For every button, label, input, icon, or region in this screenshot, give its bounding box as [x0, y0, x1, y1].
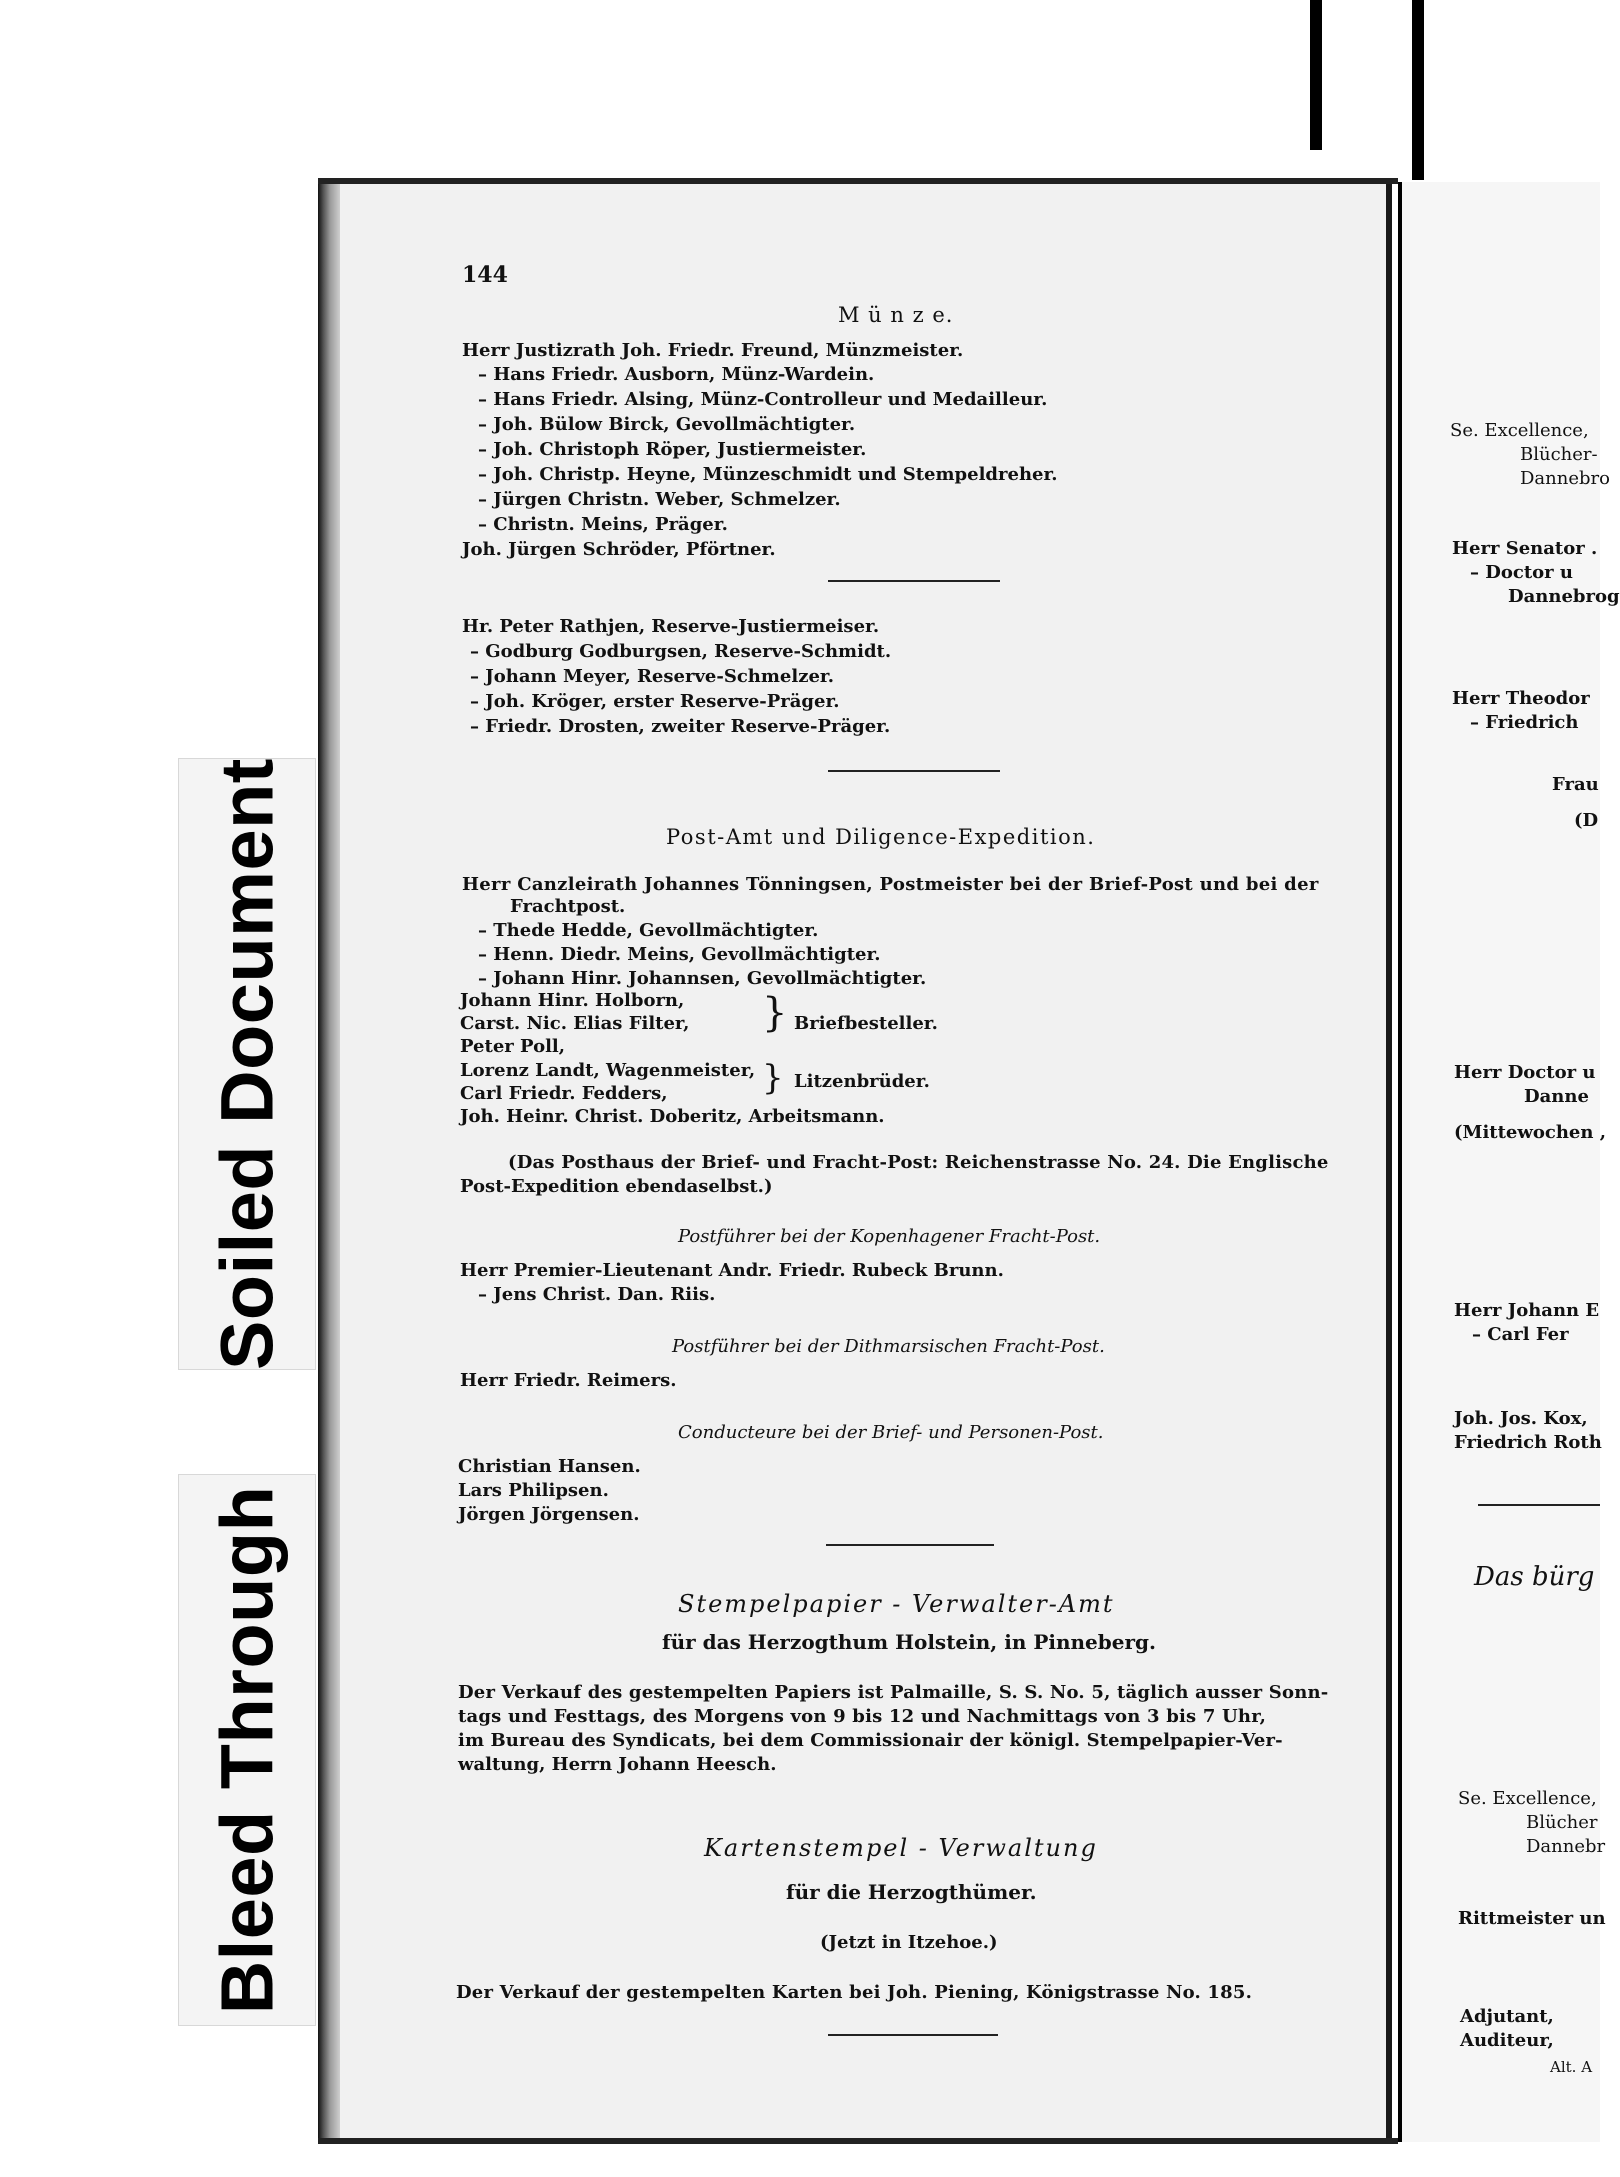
- section-divider: [1478, 1504, 1600, 1506]
- right-line: Danne: [1524, 1086, 1589, 1107]
- stempel-line: Der Verkauf des gestempelten Papiers ist Palmaille, S. S. No. 5, täglich ausser Sonn-: [458, 1682, 1329, 1703]
- right-line: (D: [1574, 810, 1599, 831]
- right-line: Se. Excellence,: [1450, 420, 1589, 441]
- karten-note: (Jetzt in Itzehoe.): [820, 1932, 998, 1953]
- right-line: Adjutant,: [1460, 2006, 1554, 2027]
- right-line: – Carl Fer: [1472, 1324, 1569, 1345]
- bleed-through-tab: [178, 1474, 316, 2026]
- section-divider: [826, 1544, 994, 1546]
- right-line: Frau: [1552, 774, 1599, 795]
- subheading-conducteure: Conducteure bei der Brief- und Personen-Post.: [678, 1422, 1104, 1443]
- brace: }: [762, 990, 788, 1036]
- briefbesteller-name: Johann Hinr. Holborn,: [460, 990, 685, 1011]
- briefbesteller-label: Briefbesteller.: [794, 1013, 938, 1034]
- stempel-line: waltung, Herrn Johann Heesch.: [458, 1754, 777, 1775]
- facing-page: [1400, 182, 1620, 2142]
- right-line: Blücher-: [1520, 444, 1598, 465]
- karten-line: Der Verkauf der gestempelten Karten bei Joh. Piening, Königstrasse No. 185.: [456, 1982, 1253, 2003]
- post-line: Herr Canzleirath Johannes Tönningsen, Postmeister bei der Brief-Post und bei der: [462, 874, 1319, 895]
- right-line: Herr Senator .: [1452, 538, 1598, 559]
- post-line: – Thede Hedde, Gevollmächtigter.: [478, 920, 819, 941]
- reserve-line: – Joh. Kröger, erster Reserve-Präger.: [470, 691, 840, 712]
- muenze-line: – Hans Friedr. Ausborn, Münz-Wardein.: [478, 364, 875, 385]
- subheading-kopenhagen: Postführer bei der Kopenhagener Fracht-Post.: [678, 1226, 1101, 1247]
- reserve-line: Hr. Peter Rathjen, Reserve-Justiermeiser.: [462, 616, 880, 637]
- section-divider: [828, 580, 1000, 582]
- facing-page-edge: [1398, 182, 1402, 2142]
- kop-line: – Jens Christ. Dan. Riis.: [478, 1284, 716, 1305]
- muenze-line: Joh. Jürgen Schröder, Pförtner.: [462, 539, 776, 560]
- right-line: Dannebr: [1526, 1836, 1606, 1857]
- muenze-line: – Joh. Christp. Heyne, Münzeschmidt und Stempeldreher.: [478, 464, 1058, 485]
- page-number: 144: [462, 262, 508, 288]
- reserve-line: – Godburg Godburgsen, Reserve-Schmidt.: [470, 641, 892, 662]
- right-line: Joh. Jos. Kox,: [1454, 1408, 1588, 1429]
- litzen-name: Lorenz Landt, Wagenmeister,: [460, 1060, 756, 1081]
- section-heading-kartenstempel: Kartenstempel - Verwaltung: [704, 1834, 1098, 1862]
- dith-line: Herr Friedr. Reimers.: [460, 1370, 677, 1391]
- karten-subheading: für die Herzogthümer.: [786, 1880, 1037, 1904]
- briefbesteller-name: Peter Poll,: [460, 1036, 566, 1057]
- right-line: Alt. A: [1550, 2058, 1593, 2076]
- post-note: Post-Expedition ebendaselbst.): [460, 1176, 773, 1197]
- right-line: Herr Johann E: [1454, 1300, 1600, 1321]
- bleed-through-label: Bleed Through: [205, 1485, 289, 2015]
- post-note: (Das Posthaus der Brief- und Fracht-Post: Reichenstrasse No. 24. Die Englische: [508, 1152, 1329, 1173]
- section-divider: [828, 770, 1000, 772]
- right-line: Herr Doctor u: [1454, 1062, 1596, 1083]
- right-line: – Friedrich: [1470, 712, 1579, 733]
- post-line: – Johann Hinr. Johannsen, Gevollmächtigter.: [478, 968, 927, 989]
- litzen-label: Litzenbrüder.: [794, 1071, 930, 1092]
- right-line: Friedrich Roth: [1454, 1432, 1602, 1453]
- section-heading-muenze: M ü n z e.: [838, 303, 954, 327]
- right-line: Se. Excellence,: [1458, 1788, 1597, 1809]
- right-line: Rittmeister un: [1458, 1908, 1606, 1929]
- stempel-line: tags und Festtags, des Morgens von 9 bis 12 und Nachmittags von 3 bis 7 Uhr,: [458, 1706, 1267, 1727]
- brace: }: [762, 1058, 784, 1098]
- cond-line: Lars Philipsen.: [458, 1480, 609, 1501]
- page-bottom-edge: [318, 2138, 1398, 2144]
- right-line: Das bürg: [1474, 1562, 1595, 1592]
- cond-line: Christian Hansen.: [458, 1456, 641, 1477]
- right-line: (Mittewochen ,: [1454, 1122, 1606, 1143]
- reserve-line: – Friedr. Drosten, zweiter Reserve-Präger.: [470, 716, 891, 737]
- right-line: Dannebrog: [1508, 586, 1620, 607]
- muenze-line: – Hans Friedr. Alsing, Münz-Controlleur und Medailleur.: [478, 389, 1048, 410]
- section-heading-post: Post-Amt und Diligence-Expedition.: [666, 825, 1096, 849]
- stempel-line: im Bureau des Syndicats, bei dem Commissionair der königl. Stempelpapier-Ver-: [458, 1730, 1283, 1751]
- cond-line: Jörgen Jörgensen.: [458, 1504, 640, 1525]
- binding-strip: [1310, 0, 1322, 150]
- muenze-line: Herr Justizrath Joh. Friedr. Freund, Münzmeister.: [462, 340, 964, 361]
- arbeitsmann-line: Joh. Heinr. Christ. Doberitz, Arbeitsmann.: [460, 1106, 885, 1127]
- stempel-subheading: für das Herzogthum Holstein, in Pinneberg.: [662, 1630, 1156, 1654]
- soiled-document-tab: [178, 758, 316, 1370]
- muenze-line: – Jürgen Christn. Weber, Schmelzer.: [478, 489, 841, 510]
- muenze-line: – Christn. Meins, Präger.: [478, 514, 728, 535]
- litzen-name: Carl Friedr. Fedders,: [460, 1083, 668, 1104]
- page-top-edge: [318, 178, 1398, 184]
- section-heading-stempelpapier: Stempelpapier - Verwalter-Amt: [678, 1590, 1115, 1618]
- soiled-document-label: Soiled Document: [205, 758, 289, 1370]
- reserve-line: – Johann Meyer, Reserve-Schmelzer.: [470, 666, 834, 687]
- post-line: – Henn. Diedr. Meins, Gevollmächtigter.: [478, 944, 881, 965]
- page-spine: [318, 182, 340, 2142]
- right-line: Blücher: [1526, 1812, 1598, 1833]
- right-line: – Doctor u: [1470, 562, 1573, 583]
- post-line: Frachtpost.: [510, 896, 626, 917]
- muenze-line: – Joh. Christoph Röper, Justiermeister.: [478, 439, 867, 460]
- kop-line: Herr Premier-Lieutenant Andr. Friedr. Rubeck Brunn.: [460, 1260, 1004, 1281]
- binding-strip: [1412, 0, 1424, 180]
- briefbesteller-name: Carst. Nic. Elias Filter,: [460, 1013, 690, 1034]
- subheading-dithmarsisch: Postführer bei der Dithmarsischen Fracht-Post.: [672, 1336, 1105, 1357]
- right-line: Auditeur,: [1460, 2030, 1554, 2051]
- section-divider: [828, 2034, 998, 2036]
- right-line: Dannebro: [1520, 468, 1610, 489]
- muenze-line: – Joh. Bülow Birck, Gevollmächtigter.: [478, 414, 856, 435]
- right-line: Herr Theodor: [1452, 688, 1590, 709]
